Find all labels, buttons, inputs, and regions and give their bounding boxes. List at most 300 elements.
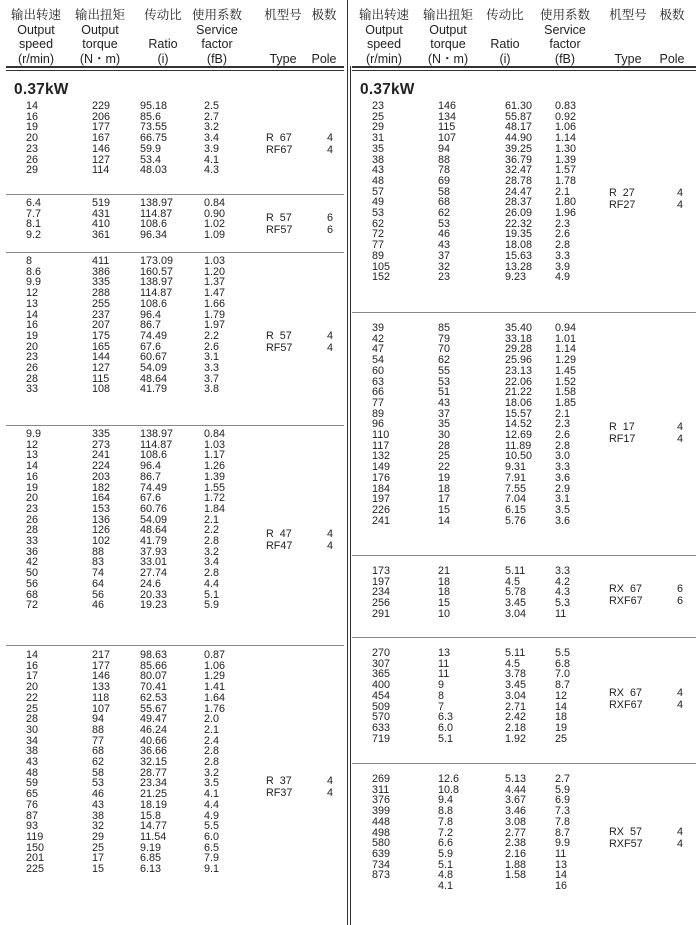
speed-cell: 20 bbox=[26, 340, 39, 353]
speed-cell: 72 bbox=[372, 228, 385, 241]
type-cell: R 17 bbox=[609, 420, 635, 433]
ratio-cell: 2.16 bbox=[505, 847, 527, 860]
speed-cell: 77 bbox=[372, 396, 385, 409]
speed-cell: 77 bbox=[372, 239, 385, 252]
factor-cell: 16 bbox=[555, 880, 568, 892]
table-row bbox=[6, 590, 344, 601]
torque-cell: 22 bbox=[438, 461, 451, 474]
ratio-cell: 54.09 bbox=[140, 362, 168, 374]
torque-cell: 6.0 bbox=[438, 721, 454, 734]
ratio-cell: 55.87 bbox=[505, 110, 533, 123]
ratio-cell: 20.33 bbox=[140, 588, 168, 601]
factor-cell: 2.8 bbox=[204, 567, 220, 580]
torque-cell: 144 bbox=[92, 351, 111, 364]
factor-cell: 1.79 bbox=[204, 308, 226, 321]
torque-cell: 167 bbox=[92, 132, 111, 145]
pole-header-en: Pole bbox=[659, 51, 685, 66]
speed-cell: 42 bbox=[26, 556, 39, 569]
table-row bbox=[352, 505, 696, 516]
ratio-cell: 6.15 bbox=[505, 503, 527, 516]
ratio-cell: 33.01 bbox=[140, 556, 168, 569]
factor-cell: 5.3 bbox=[555, 597, 571, 610]
table-row bbox=[6, 671, 344, 682]
type-entry bbox=[352, 582, 696, 599]
torque-cell: 335 bbox=[92, 276, 111, 289]
speed-cell: 63 bbox=[372, 375, 385, 388]
speed-cell: 9.2 bbox=[26, 229, 42, 242]
speed-cell: 7.7 bbox=[26, 207, 42, 220]
factor-cell: 2.1 bbox=[555, 185, 571, 198]
pole-cell: 4 bbox=[677, 433, 684, 445]
type-header bbox=[602, 8, 654, 66]
pole-header-en: Pole bbox=[311, 51, 337, 66]
speed-cell: 152 bbox=[372, 271, 391, 284]
ratio-cell: 35.40 bbox=[505, 322, 533, 334]
speed-cell: 96 bbox=[372, 418, 385, 431]
table-row bbox=[6, 363, 344, 374]
factor-cell: 1.41 bbox=[204, 681, 226, 694]
ratio-cell: 55.67 bbox=[140, 702, 168, 715]
speed-cell: 633 bbox=[372, 721, 391, 734]
speed-cell: 38 bbox=[372, 153, 385, 166]
type-cell: RX 57 bbox=[609, 825, 643, 838]
factor-cell: 11 bbox=[555, 847, 567, 860]
group-separator bbox=[352, 312, 696, 313]
header-rule-thin bbox=[6, 70, 344, 71]
ratio-header-zh: 传动比 bbox=[144, 8, 182, 22]
speed-cell: 8.1 bbox=[26, 218, 42, 231]
group-separator bbox=[352, 555, 696, 556]
speed-cell: 719 bbox=[372, 732, 391, 745]
type-cell: RF27 bbox=[609, 199, 636, 211]
speed-cell: 110 bbox=[372, 429, 390, 441]
speed-cell: 50 bbox=[26, 567, 39, 580]
torque-cell: 411 bbox=[92, 255, 110, 267]
ratio-cell: 60.76 bbox=[140, 502, 168, 515]
ratio-cell: 9.31 bbox=[505, 461, 527, 474]
factor-header-unit: (fB) bbox=[206, 51, 228, 66]
ratio-cell: 86.7 bbox=[140, 319, 162, 332]
ratio-cell: 73.55 bbox=[140, 121, 168, 134]
speed-cell: 873 bbox=[372, 869, 391, 882]
ratio-cell: 2.18 bbox=[505, 721, 527, 734]
factor-cell: 2.9 bbox=[555, 482, 571, 495]
torque-cell: 46 bbox=[438, 228, 451, 241]
speed-cell: 25 bbox=[26, 702, 39, 715]
type-header-en: Type bbox=[614, 51, 642, 66]
table-row bbox=[6, 198, 344, 209]
speed-cell: 734 bbox=[372, 858, 391, 871]
torque-cell: 146 bbox=[92, 670, 111, 683]
factor-cell: 1.39 bbox=[204, 470, 226, 483]
torque-cell: 7.8 bbox=[438, 815, 454, 828]
torque-cell: 62 bbox=[92, 756, 105, 768]
torque-cell: 25 bbox=[438, 450, 451, 463]
speed-cell: 28 bbox=[26, 372, 39, 385]
factor-cell: 1.03 bbox=[204, 255, 226, 267]
table-row bbox=[352, 272, 696, 283]
speed-cell: 234 bbox=[372, 586, 391, 599]
torque-cell: 15 bbox=[92, 863, 105, 875]
ratio-cell: 22.32 bbox=[505, 217, 533, 230]
table-row bbox=[6, 429, 344, 440]
factor-cell: 5.1 bbox=[204, 588, 220, 601]
ratio-cell: 62.53 bbox=[140, 691, 168, 704]
ratio-cell: 11.54 bbox=[140, 830, 167, 843]
speed-header-zh: 输出转速 bbox=[358, 8, 409, 22]
type-entry bbox=[6, 330, 344, 343]
speed-cell: 48 bbox=[372, 174, 385, 187]
speed-cell: 639 bbox=[372, 847, 391, 860]
speed-cell: 13 bbox=[26, 297, 39, 310]
pole-cell: 4 bbox=[677, 199, 684, 211]
ratio-cell: 96.4 bbox=[140, 308, 162, 321]
speed-cell: 580 bbox=[372, 837, 391, 850]
speed-cell: 28 bbox=[26, 524, 39, 537]
table-row bbox=[6, 504, 344, 515]
pole-cell: 4 bbox=[327, 527, 334, 540]
speed-cell: 197 bbox=[372, 575, 391, 588]
ratio-cell: 28.37 bbox=[505, 196, 533, 209]
group-separator bbox=[6, 252, 344, 253]
torque-cell: 70 bbox=[438, 343, 451, 356]
factor-cell: 7.3 bbox=[555, 805, 571, 818]
pole-header bbox=[304, 8, 344, 66]
pole-cell: 4 bbox=[327, 787, 334, 799]
speed-cell: 16 bbox=[26, 319, 39, 332]
factor-cell: 2.2 bbox=[204, 329, 220, 342]
group-separator bbox=[352, 637, 696, 638]
speed-cell: 14 bbox=[26, 100, 39, 112]
ratio-cell: 6.85 bbox=[140, 852, 162, 865]
factor-cell: 1.03 bbox=[204, 438, 226, 451]
type-cell: R 27 bbox=[609, 186, 635, 199]
pole-cell: 6 bbox=[677, 595, 684, 607]
torque-cell: 68 bbox=[92, 745, 105, 758]
type-entry bbox=[352, 196, 696, 212]
torque-cell: 153 bbox=[92, 502, 111, 515]
speed-cell: 14 bbox=[26, 649, 39, 661]
type-cell: R 57 bbox=[266, 329, 292, 342]
table-row bbox=[6, 310, 344, 321]
ratio-cell: 53.4 bbox=[140, 153, 162, 166]
type-entry bbox=[352, 418, 696, 434]
speed-header-en2: speed bbox=[18, 37, 54, 51]
speed-cell: 26 bbox=[26, 362, 39, 374]
torque-cell: 32 bbox=[438, 260, 451, 273]
torque-cell: 83 bbox=[92, 556, 105, 569]
factor-cell: 14 bbox=[555, 700, 568, 713]
factor-cell: 2.3 bbox=[555, 418, 571, 431]
factor-cell: 1.64 bbox=[204, 691, 226, 704]
speed-cell: 62 bbox=[372, 217, 385, 230]
ratio-cell: 2.71 bbox=[505, 700, 527, 713]
table-row bbox=[352, 870, 696, 881]
type-header bbox=[257, 8, 309, 66]
torque-cell: 136 bbox=[92, 513, 111, 526]
speed-header-unit: (r/min) bbox=[17, 51, 55, 66]
ratio-cell: 4.5 bbox=[505, 657, 521, 670]
ratio-cell: 1.88 bbox=[505, 858, 527, 871]
factor-cell: 9.9 bbox=[555, 837, 571, 850]
ratio-cell: 13.28 bbox=[505, 260, 533, 273]
type-entry bbox=[6, 212, 344, 225]
factor-cell: 4.1 bbox=[204, 788, 220, 801]
speed-cell: 12 bbox=[26, 287, 39, 300]
table-row bbox=[352, 473, 696, 484]
table-row bbox=[352, 398, 696, 409]
factor-cell: 3.8 bbox=[204, 383, 220, 396]
torque-cell: 288 bbox=[92, 287, 111, 300]
ratio-cell: 3.08 bbox=[505, 815, 527, 828]
speed-cell: 19 bbox=[26, 481, 39, 494]
table-row bbox=[6, 693, 344, 704]
table-header bbox=[6, 0, 344, 66]
speed-cell: 48 bbox=[26, 766, 39, 779]
factor-cell: 4.4 bbox=[204, 577, 220, 590]
speed-cell: 226 bbox=[372, 503, 391, 516]
factor-cell: 3.2 bbox=[204, 121, 220, 134]
speed-cell: 30 bbox=[26, 723, 39, 736]
ratio-cell: 15.57 bbox=[505, 407, 533, 420]
torque-cell: 108 bbox=[92, 383, 111, 396]
ratio-cell: 114.87 bbox=[140, 438, 173, 451]
factor-cell: 1.85 bbox=[555, 396, 577, 409]
torque-header-en1: Output bbox=[429, 22, 467, 37]
pole-header-zh: 极数 bbox=[311, 8, 337, 22]
speed-header-zh: 输出转速 bbox=[10, 8, 61, 22]
factor-cell: 1.39 bbox=[555, 153, 577, 166]
ratio-header bbox=[477, 8, 533, 66]
factor-cell: 0.92 bbox=[555, 110, 577, 123]
ratio-cell: 1.58 bbox=[505, 869, 527, 882]
factor-cell: 0.90 bbox=[204, 207, 226, 220]
factor-header-en1: Service bbox=[544, 22, 586, 37]
speed-cell: 16 bbox=[26, 470, 39, 483]
ratio-cell: 108.6 bbox=[140, 218, 168, 231]
torque-cell: 229 bbox=[92, 100, 111, 112]
torque-cell: 5.1 bbox=[438, 732, 454, 745]
factor-cell: 1.97 bbox=[204, 319, 226, 332]
speed-cell: 23 bbox=[26, 351, 39, 364]
torque-cell: 4.1 bbox=[438, 880, 454, 892]
pole-cell: 4 bbox=[327, 329, 334, 342]
speed-cell: 307 bbox=[372, 657, 391, 670]
type-entry bbox=[352, 699, 696, 712]
torque-cell: 15 bbox=[438, 597, 451, 610]
speed-cell: 20 bbox=[26, 681, 39, 694]
torque-cell: 115 bbox=[438, 121, 456, 134]
ratio-cell: 48.64 bbox=[140, 524, 168, 537]
factor-header bbox=[184, 8, 250, 66]
torque-cell: 32 bbox=[92, 820, 105, 833]
ratio-cell: 2.77 bbox=[505, 826, 527, 839]
table-row bbox=[6, 704, 344, 715]
type-cell: R 67 bbox=[266, 131, 292, 144]
table-row bbox=[352, 251, 696, 262]
ratio-cell: 29.28 bbox=[505, 343, 533, 356]
torque-cell: 58 bbox=[438, 185, 451, 198]
table-row bbox=[352, 881, 696, 892]
speed-cell: 29 bbox=[26, 164, 39, 177]
table-row bbox=[6, 440, 344, 451]
factor-cell: 19 bbox=[555, 721, 568, 734]
speed-cell: 54 bbox=[372, 354, 385, 367]
ratio-cell: 70.41 bbox=[140, 681, 168, 694]
factor-cell: 1.29 bbox=[204, 670, 226, 683]
pole-cell: 4 bbox=[327, 540, 334, 552]
factor-cell: 7.0 bbox=[555, 668, 571, 681]
factor-cell: 1.06 bbox=[204, 659, 226, 672]
ratio-cell: 40.66 bbox=[140, 734, 168, 747]
torque-cell: 224 bbox=[92, 460, 111, 473]
type-cell: RXF67 bbox=[609, 699, 643, 711]
type-entry bbox=[6, 342, 344, 355]
ratio-cell: 21.25 bbox=[140, 788, 168, 801]
ratio-cell: 24.6 bbox=[140, 577, 162, 590]
ratio-cell: 173.09 bbox=[140, 255, 174, 267]
table-row bbox=[6, 256, 344, 267]
torque-cell: 14 bbox=[438, 514, 451, 527]
torque-cell: 53 bbox=[438, 217, 451, 230]
torque-cell: 133 bbox=[92, 681, 111, 694]
torque-cell: 46 bbox=[92, 788, 105, 801]
torque-cell: 335 bbox=[92, 428, 111, 440]
type-entry bbox=[6, 144, 344, 157]
torque-cell: 177 bbox=[92, 121, 111, 134]
speed-cell: 399 bbox=[372, 805, 391, 818]
ratio-cell: 21.22 bbox=[505, 386, 533, 399]
type-header-zh: 机型号 bbox=[609, 8, 647, 22]
torque-cell: 273 bbox=[92, 438, 111, 451]
speed-cell: 105 bbox=[372, 260, 391, 273]
factor-cell: 2.1 bbox=[555, 407, 571, 420]
ratio-cell: 39.25 bbox=[505, 142, 533, 155]
speed-cell: 197 bbox=[372, 493, 391, 506]
torque-cell: 7 bbox=[438, 700, 445, 713]
group-separator bbox=[6, 645, 344, 646]
ratio-cell: 98.63 bbox=[140, 649, 168, 661]
torque-cell: 25 bbox=[92, 841, 105, 854]
table-row bbox=[6, 267, 344, 278]
group-separator bbox=[6, 194, 344, 195]
speed-cell: 23 bbox=[372, 100, 385, 112]
table-row bbox=[6, 101, 344, 112]
table-row bbox=[6, 374, 344, 385]
factor-cell: 1.37 bbox=[204, 276, 226, 289]
torque-cell: 19 bbox=[438, 471, 451, 484]
speed-cell: 22 bbox=[26, 691, 39, 704]
torque-cell: 241 bbox=[92, 449, 111, 462]
speed-cell: 38 bbox=[26, 745, 39, 758]
speed-cell: 87 bbox=[26, 809, 39, 822]
ratio-cell: 4.44 bbox=[505, 783, 527, 796]
ratio-cell: 22.06 bbox=[505, 375, 533, 388]
factor-cell: 3.3 bbox=[555, 249, 571, 262]
ratio-cell: 49.47 bbox=[140, 713, 168, 726]
table-row bbox=[6, 299, 344, 310]
factor-cell: 1.52 bbox=[555, 375, 577, 388]
factor-cell: 0.84 bbox=[204, 428, 226, 440]
pole-cell: 6 bbox=[327, 211, 334, 224]
speed-cell: 59 bbox=[26, 777, 39, 790]
ratio-cell: 3.04 bbox=[505, 689, 527, 702]
factor-cell: 2.3 bbox=[555, 217, 571, 230]
torque-header-zh: 输出扭矩 bbox=[74, 8, 125, 22]
torque-header bbox=[413, 8, 483, 66]
speed-cell: 14 bbox=[26, 308, 39, 321]
factor-cell: 3.4 bbox=[204, 556, 220, 569]
table-row bbox=[6, 461, 344, 472]
speed-cell: 23 bbox=[26, 502, 39, 515]
ratio-cell: 32.15 bbox=[140, 756, 168, 768]
type-cell: RF17 bbox=[609, 433, 636, 445]
speed-cell: 509 bbox=[372, 700, 391, 713]
ratio-cell: 23.13 bbox=[505, 364, 533, 377]
factor-cell: 6.0 bbox=[204, 830, 220, 843]
ratio-cell: 28.78 bbox=[505, 174, 533, 187]
pole-cell: 4 bbox=[327, 342, 334, 354]
factor-cell: 2.8 bbox=[555, 439, 571, 452]
speed-cell: 68 bbox=[26, 588, 39, 601]
group-separator bbox=[6, 425, 344, 426]
speed-cell: 13 bbox=[26, 449, 39, 462]
speed-cell: 31 bbox=[372, 132, 385, 145]
factor-cell: 1.72 bbox=[204, 492, 226, 505]
factor-cell: 2.2 bbox=[204, 524, 220, 537]
speed-cell: 28 bbox=[26, 713, 39, 726]
torque-header-unit: (N・m) bbox=[79, 51, 121, 66]
pole-header-zh: 极数 bbox=[659, 8, 685, 22]
factor-cell: 1.66 bbox=[204, 297, 226, 310]
factor-cell: 0.87 bbox=[204, 649, 226, 661]
speed-cell: 119 bbox=[26, 830, 44, 843]
speed-cell: 256 bbox=[372, 597, 391, 610]
torque-cell: 361 bbox=[92, 229, 111, 242]
factor-cell: 5.9 bbox=[555, 783, 571, 796]
table-row bbox=[6, 650, 344, 661]
torque-cell: 134 bbox=[438, 110, 457, 123]
table-row bbox=[6, 757, 344, 768]
ratio-cell: 3.45 bbox=[505, 597, 527, 610]
torque-cell: 410 bbox=[92, 218, 111, 231]
ratio-cell: 19.35 bbox=[505, 228, 533, 241]
ratio-cell: 95.18 bbox=[140, 100, 168, 112]
torque-cell: 10 bbox=[438, 607, 451, 620]
ratio-cell: 27.74 bbox=[140, 567, 168, 580]
torque-cell: 17 bbox=[438, 493, 451, 506]
ratio-cell: 18.08 bbox=[505, 239, 533, 252]
type-cell: RX 67 bbox=[609, 686, 643, 699]
torque-cell: 62 bbox=[438, 354, 451, 367]
ratio-cell: 108.6 bbox=[140, 297, 168, 310]
speed-cell: 365 bbox=[372, 668, 391, 681]
torque-cell: 88 bbox=[92, 723, 105, 736]
torque-cell: 12.6 bbox=[438, 773, 460, 785]
type-header-spacer bbox=[602, 23, 654, 38]
factor-cell: 2.6 bbox=[204, 340, 220, 353]
speed-cell: 225 bbox=[26, 863, 45, 875]
type-entry bbox=[6, 224, 344, 237]
speed-cell: 117 bbox=[372, 439, 390, 452]
torque-cell: 69 bbox=[438, 174, 451, 187]
torque-cell: 7.2 bbox=[438, 826, 454, 839]
section-title: 0.37kW bbox=[360, 81, 415, 98]
factor-cell: 4.9 bbox=[204, 809, 220, 822]
torque-cell: 51 bbox=[438, 386, 451, 399]
factor-cell: 5.9 bbox=[204, 599, 220, 612]
table-row bbox=[6, 472, 344, 483]
